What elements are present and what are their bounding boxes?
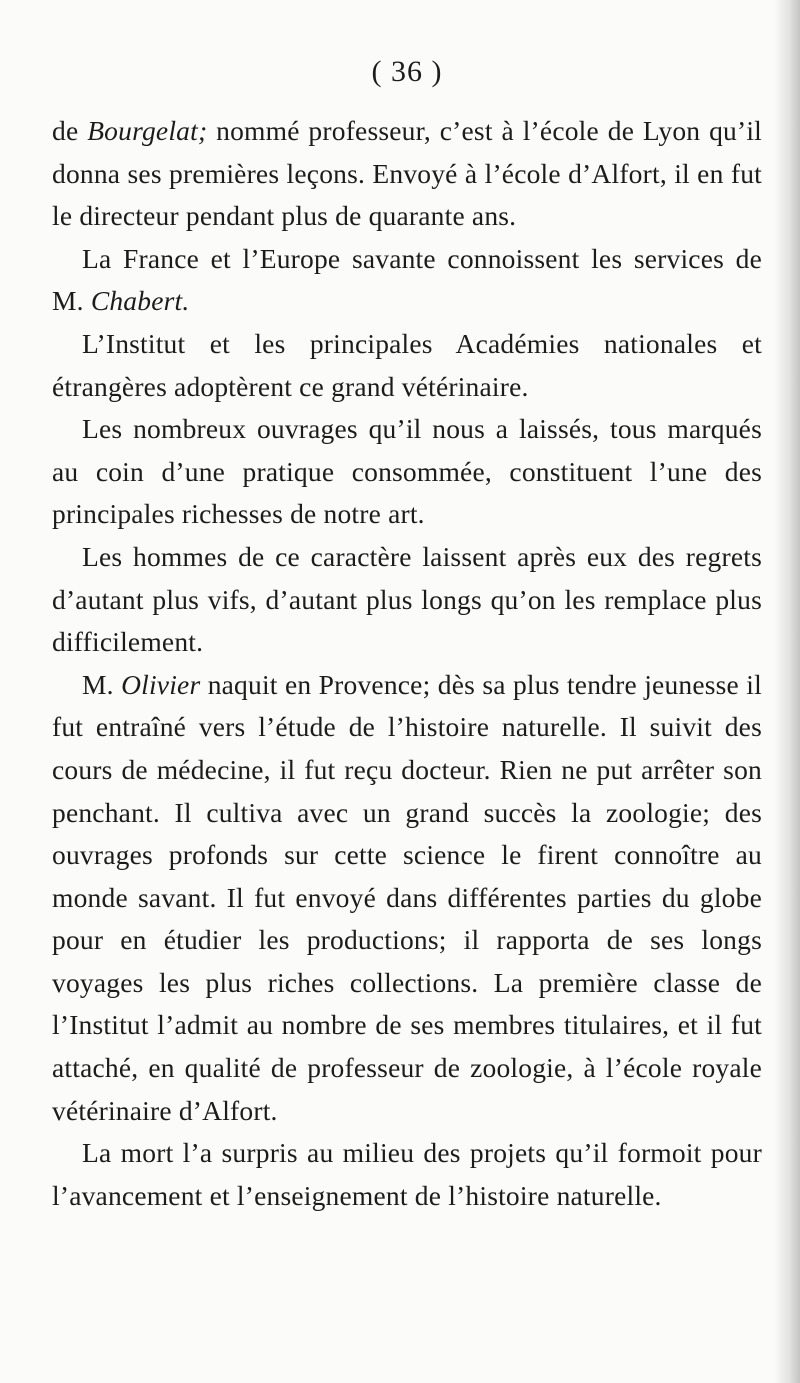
paragraph-2 [52,238,762,323]
paragraph-7 [52,1132,762,1217]
text-segment: La mort l’a surpris au milieu des projets qu’il formoit pour l’avancement et l’enseignement de l’histoire naturelle. [52,1137,762,1211]
text-segment: La France et l’Europe savante connoissent les services de M. [52,242,762,317]
text-segment: nommé professeur, c’est à l’école de Lyon qu’il donna ses premières leçons. Envoyé à l’école d’Alfort, il en fut le directeur pendant plus de quarante ans. [52,115,763,232]
text-segment: L’Institut et les principales Académies nationales et étrangères adoptèrent ce grand vétérinaire. [52,327,762,402]
text-segment: de [52,115,88,146]
body-text [52,110,762,1217]
paragraph-5 [52,536,762,664]
paragraph-6 [52,664,762,1133]
italic-name-bourgelat: Bourgelat; [87,115,208,146]
paragraph-3 [52,323,762,408]
text-segment: M. [82,668,122,700]
page-number: ( 36 ) [371,55,443,88]
text-segment: Les hommes de ce caractère laissent après eux des regrets d’autant plus vifs, d’autant plus longs qu’on les remplace plus difficilement. [52,540,762,658]
italic-name-chabert: Chabert. [90,285,190,317]
paragraph-1 [52,110,762,238]
paragraph-4 [52,408,762,536]
italic-name-olivier: Olivier [121,668,201,700]
text-segment: Les nombreux ouvrages qu’il nous a laissés, tous marqués au coin d’une pratique consommée, constituent l’une des principales richesses de notre art. [52,413,762,530]
text-segment: naquit en Provence; dès sa plus tendre jeunesse il fut entraîné vers l’étude de l’histoire naturelle. Il suivit des cours de médecine, il fut reçu docteur. Rien ne put arrêter son penchant. Il cultiva avec un grand succès la zoologie; des ouvrages profonds sur cette science le firent connoître au monde savant. Il fut envoyé dans différentes parties du globe pour en étudier les productions; il rapporta de ses longs voyages les plus riches collections. La première classe de l’Institut l’admit au nombre de ses membres titulaires, et il fut attaché, en qualité de professeur de zoologie, à l’école royale vétérinaire d’Alfort. [52,668,762,1126]
